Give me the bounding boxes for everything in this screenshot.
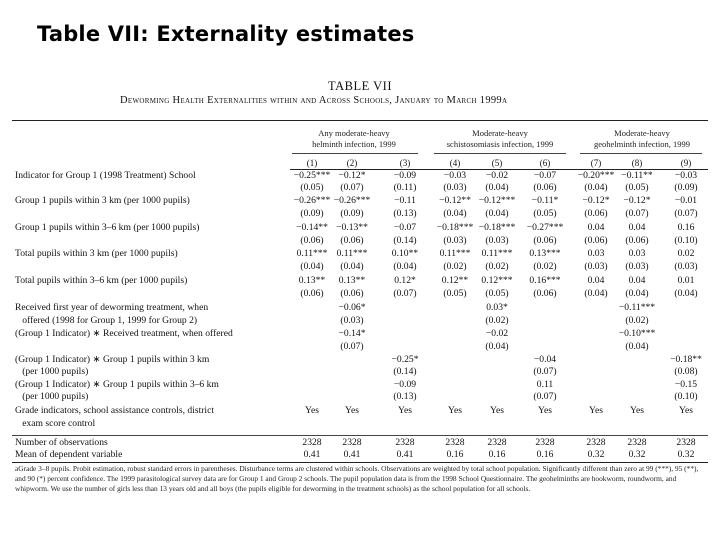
table-cell: −0.20*** bbox=[577, 170, 615, 181]
table-cell: Yes bbox=[679, 405, 693, 416]
table-cell: 0.11*** bbox=[296, 248, 328, 259]
column-number: (8) bbox=[631, 158, 643, 168]
table-cell: 2328 bbox=[487, 437, 507, 448]
group-2-underline bbox=[434, 153, 566, 154]
table-cell: 2328 bbox=[627, 437, 647, 448]
table-cell: (0.04) bbox=[674, 288, 698, 299]
table-cell: (0.10) bbox=[674, 391, 698, 402]
table-cell: (0.03) bbox=[443, 235, 467, 246]
table-cell: 0.04 bbox=[628, 275, 646, 286]
table-cell: −0.03 bbox=[443, 170, 467, 181]
table-cell: (0.02) bbox=[485, 261, 509, 272]
table-caption: Deworming Health Externalities within and Across Schools, January to March 1999a bbox=[120, 95, 508, 106]
table-cell: 0.13*** bbox=[529, 248, 561, 259]
table-cell: 0.13** bbox=[298, 275, 326, 286]
table-cell: 2328 bbox=[445, 437, 465, 448]
table-cell: 2328 bbox=[676, 437, 696, 448]
table-cell: −0.02 bbox=[485, 170, 509, 181]
table-cell: (0.09) bbox=[300, 208, 324, 219]
table-cell: (0.03) bbox=[674, 261, 698, 272]
table-cell: 0.12*** bbox=[481, 275, 513, 286]
row-label: Total pupils within 3 km (per 1000 pupils) bbox=[15, 248, 178, 259]
table-cell: 0.11*** bbox=[481, 248, 513, 259]
row-label: (Group 1 Indicator) ∗ Received treatment, when offered bbox=[15, 328, 233, 339]
table-cell: −0.18*** bbox=[436, 222, 474, 233]
row-label: Indicator for Group 1 (1998 Treatment) School bbox=[15, 170, 196, 181]
column-group-1-line2: helminth infection, 1999 bbox=[312, 139, 396, 149]
row-label: (Group 1 Indicator) ∗ Group 1 pupils within 3 km bbox=[15, 354, 210, 365]
table-cell: −0.12* bbox=[623, 195, 651, 206]
table-footnote: aGrade 3–8 pupils. Probit estimation, robust standard errors in parentheses. Disturbance terms are clustered within schools. Observations are weighted by total school population. Significantly different than zero at 99 (***), 95 (**), and 90 (*) percent confidence. The 1999 parasitological survey data are for Group 1 and Group 2 schools. The pupil population data is from the 1998 School Questionnaire. The geohelminths are hookworm, roundworm, and whipworm. We use the number of girls less than 13 years old and all boys (the pupils eligible for deworming in the treatment schools) as the school population for all schools. bbox=[15, 464, 699, 493]
table-cell: 0.03 bbox=[587, 248, 605, 259]
table-cell: (0.06) bbox=[340, 235, 364, 246]
table-cell: 0.16 bbox=[536, 449, 554, 460]
table-cell: 0.11*** bbox=[336, 248, 368, 259]
column-number: (1) bbox=[306, 158, 318, 168]
table-cell: Yes bbox=[398, 405, 412, 416]
table-cell: −0.09 bbox=[393, 170, 417, 181]
table-cell: (0.04) bbox=[625, 341, 649, 352]
table-cell: (0.05) bbox=[443, 288, 467, 299]
table-cell: −0.25* bbox=[391, 354, 419, 365]
table-cell: 0.04 bbox=[628, 222, 646, 233]
table-cell: 0.04 bbox=[587, 222, 605, 233]
controls-separator-rule bbox=[12, 435, 708, 436]
table-cell: (0.07) bbox=[340, 341, 364, 352]
table-cell: 0.16 bbox=[446, 449, 464, 460]
table-cell: (0.14) bbox=[393, 366, 417, 377]
table-cell: −0.07 bbox=[393, 222, 417, 233]
table-cell: 2328 bbox=[395, 437, 415, 448]
table-cell: 0.02 bbox=[677, 248, 695, 259]
row-label: Group 1 pupils within 3–6 km (per 1000 pupils) bbox=[15, 222, 200, 233]
table-cell: Yes bbox=[305, 405, 319, 416]
table-cell: 2328 bbox=[302, 437, 322, 448]
table-cell: (0.05) bbox=[625, 182, 649, 193]
table-cell: (0.04) bbox=[485, 208, 509, 219]
table-cell: (0.02) bbox=[443, 261, 467, 272]
table-cell: −0.01 bbox=[674, 195, 698, 206]
column-group-1-line1: Any moderate-heavy bbox=[318, 128, 390, 138]
group-1-underline bbox=[292, 153, 418, 154]
table-cell: (0.06) bbox=[584, 235, 608, 246]
table-cell: (0.04) bbox=[340, 261, 364, 272]
table-cell: (0.04) bbox=[300, 261, 324, 272]
table-cell: 0.12** bbox=[441, 275, 469, 286]
table-cell: −0.13** bbox=[336, 222, 368, 233]
column-number: (5) bbox=[491, 158, 503, 168]
table-cell: (0.02) bbox=[625, 315, 649, 326]
column-number: (7) bbox=[590, 158, 602, 168]
table-cell: −0.06* bbox=[338, 302, 366, 313]
table-cell: Yes bbox=[538, 405, 552, 416]
table-cell: (0.03) bbox=[340, 315, 364, 326]
table-cell: (0.13) bbox=[393, 208, 417, 219]
table-cell: (0.09) bbox=[674, 182, 698, 193]
table-cell: (0.07) bbox=[533, 391, 557, 402]
table-cell: −0.12* bbox=[338, 170, 366, 181]
table-cell: 0.01 bbox=[677, 275, 695, 286]
table-cell: −0.11 bbox=[394, 195, 416, 206]
table-cell: (0.07) bbox=[625, 208, 649, 219]
table-cell: Yes bbox=[448, 405, 462, 416]
row-label: Mean of dependent variable bbox=[15, 449, 123, 460]
table-cell: (0.03) bbox=[625, 261, 649, 272]
column-group-2-line2: schistosomiasis infection, 1999 bbox=[446, 139, 554, 149]
table-cell: Yes bbox=[490, 405, 504, 416]
table-cell: (0.06) bbox=[584, 208, 608, 219]
row-label: offered (1998 for Group 1, 1999 for Group 2) bbox=[15, 315, 198, 326]
table-cell: Yes bbox=[630, 405, 644, 416]
table-cell: 0.16 bbox=[677, 222, 695, 233]
table-cell: −0.18*** bbox=[478, 222, 516, 233]
table-cell: (0.06) bbox=[533, 235, 557, 246]
column-group-3-line1: Moderate-heavy bbox=[614, 128, 670, 138]
column-number: (3) bbox=[399, 158, 411, 168]
table-cell: 0.41 bbox=[343, 449, 361, 460]
table-cell: (0.04) bbox=[625, 288, 649, 299]
column-number: (2) bbox=[346, 158, 358, 168]
table-cell: 2328 bbox=[535, 437, 555, 448]
table-cell: (0.07) bbox=[393, 288, 417, 299]
table-cell: Yes bbox=[589, 405, 603, 416]
row-label: exam score control bbox=[15, 418, 96, 429]
row-label: Grade indicators, school assistance controls, district bbox=[15, 405, 215, 416]
column-group-2 bbox=[434, 128, 566, 150]
table-cell: (0.04) bbox=[485, 182, 509, 193]
table-cell: 0.12* bbox=[394, 275, 416, 286]
column-group-2-line1: Moderate-heavy bbox=[472, 128, 528, 138]
table-cell: (0.03) bbox=[584, 261, 608, 272]
table-cell: (0.06) bbox=[533, 182, 557, 193]
table-bottom-rule bbox=[12, 462, 708, 463]
table-cell: −0.11*** bbox=[618, 302, 656, 313]
row-label: Group 1 pupils within 3 km (per 1000 pupils) bbox=[15, 195, 190, 206]
table-cell: (0.02) bbox=[485, 315, 509, 326]
table-cell: 0.32 bbox=[628, 449, 646, 460]
row-label: Received first year of deworming treatment, when bbox=[15, 302, 209, 313]
row-label: (per 1000 pupils) bbox=[15, 366, 89, 377]
column-number: (4) bbox=[449, 158, 461, 168]
column-group-3 bbox=[579, 128, 705, 150]
table-cell: 2328 bbox=[342, 437, 362, 448]
table-top-rule bbox=[12, 120, 708, 121]
table-cell: (0.04) bbox=[584, 288, 608, 299]
table-cell: (0.05) bbox=[533, 208, 557, 219]
row-label: Total pupils within 3–6 km (per 1000 pupils) bbox=[15, 275, 188, 286]
table-cell: (0.08) bbox=[674, 366, 698, 377]
table-label: TABLE VII bbox=[327, 79, 393, 93]
table-cell: (0.04) bbox=[485, 341, 509, 352]
table-cell: (0.07) bbox=[674, 208, 698, 219]
row-label: Number of observations bbox=[15, 437, 108, 448]
table-cell: (0.13) bbox=[393, 391, 417, 402]
table-cell: 0.03* bbox=[486, 302, 508, 313]
table-cell: −0.27*** bbox=[526, 222, 564, 233]
table-cell: (0.06) bbox=[300, 235, 324, 246]
table-cell: (0.11) bbox=[393, 182, 417, 193]
table-cell: (0.14) bbox=[393, 235, 417, 246]
row-label: (per 1000 pupils) bbox=[15, 391, 89, 402]
table-cell: 0.32 bbox=[677, 449, 695, 460]
table-cell: −0.14** bbox=[296, 222, 328, 233]
table-cell: −0.11* bbox=[531, 195, 559, 206]
table-cell: 2328 bbox=[586, 437, 606, 448]
table-cell: Yes bbox=[345, 405, 359, 416]
table-cell: (0.06) bbox=[300, 288, 324, 299]
column-number: (9) bbox=[680, 158, 692, 168]
table-cell: −0.12*** bbox=[478, 195, 516, 206]
table-cell: (0.05) bbox=[300, 182, 324, 193]
row-label: (Group 1 Indicator) ∗ Group 1 pupils within 3–6 km bbox=[15, 379, 219, 390]
table-cell: 0.16 bbox=[488, 449, 506, 460]
table-cell: 0.11*** bbox=[439, 248, 471, 259]
table-cell: (0.03) bbox=[443, 182, 467, 193]
slide-title: Table VII: Externality estimates bbox=[37, 22, 415, 46]
table-cell: (0.07) bbox=[340, 182, 364, 193]
table-cell: −0.26*** bbox=[293, 195, 331, 206]
table-cell: (0.06) bbox=[533, 288, 557, 299]
table-cell: 0.04 bbox=[587, 275, 605, 286]
table-cell: −0.12** bbox=[439, 195, 471, 206]
table-cell: −0.09 bbox=[393, 379, 417, 390]
table-cell: −0.25*** bbox=[293, 170, 331, 181]
table-cell: −0.18** bbox=[670, 354, 702, 365]
table-cell: (0.04) bbox=[393, 261, 417, 272]
column-number: (6) bbox=[539, 158, 551, 168]
table-cell: −0.02 bbox=[485, 328, 509, 339]
column-group-3-line2: geohelminth infection, 1999 bbox=[593, 139, 691, 149]
table-cell: −0.03 bbox=[674, 170, 698, 181]
table-cell: 0.11 bbox=[536, 379, 554, 390]
table-cell: 0.41 bbox=[396, 449, 414, 460]
table-cell: (0.02) bbox=[533, 261, 557, 272]
table-cell: −0.12* bbox=[582, 195, 610, 206]
table-cell: −0.07 bbox=[533, 170, 557, 181]
table-cell: 0.13** bbox=[338, 275, 366, 286]
table-cell: (0.06) bbox=[340, 288, 364, 299]
table-cell: (0.09) bbox=[340, 208, 364, 219]
table-cell: (0.04) bbox=[443, 208, 467, 219]
table-cell: −0.04 bbox=[533, 354, 557, 365]
table-cell: −0.11** bbox=[621, 170, 653, 181]
table-cell: 0.10** bbox=[391, 248, 419, 259]
group-3-underline bbox=[580, 153, 702, 154]
table-cell: −0.26*** bbox=[333, 195, 371, 206]
table-cell: 0.16*** bbox=[529, 275, 561, 286]
table-cell: (0.05) bbox=[485, 288, 509, 299]
table-cell: (0.06) bbox=[625, 235, 649, 246]
table-cell: −0.14* bbox=[338, 328, 366, 339]
table-cell: 0.03 bbox=[628, 248, 646, 259]
table-cell: 0.41 bbox=[303, 449, 321, 460]
table-cell: 0.32 bbox=[587, 449, 605, 460]
column-group-1 bbox=[291, 128, 417, 150]
table-cell: (0.10) bbox=[674, 235, 698, 246]
table-cell: −0.10*** bbox=[618, 328, 656, 339]
table-cell: −0.15 bbox=[674, 379, 698, 390]
table-cell: (0.07) bbox=[533, 366, 557, 377]
table-cell: (0.03) bbox=[485, 235, 509, 246]
table-cell: (0.04) bbox=[584, 182, 608, 193]
